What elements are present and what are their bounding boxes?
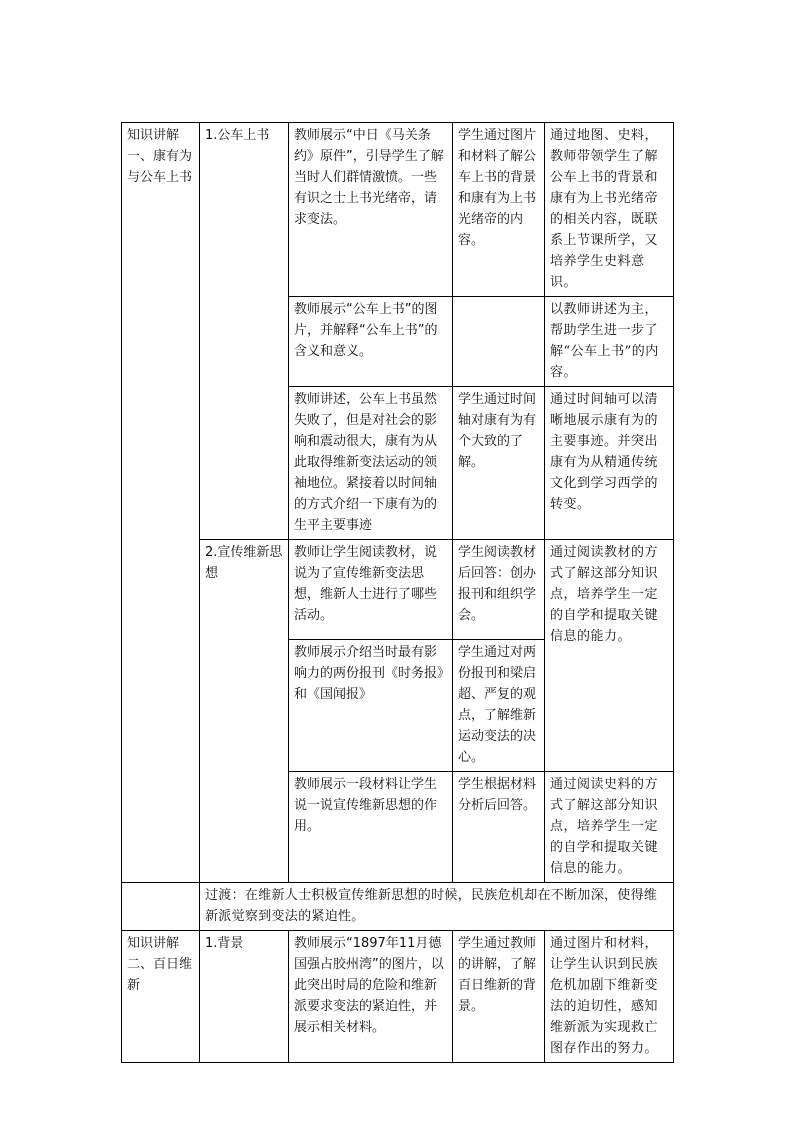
subtopic-cell: 1.公车上书: [200, 123, 289, 540]
lesson-plan-table: [121, 122, 674, 1063]
student-activity-cell: 学生通过时间轴对康有为有个大致的了解。: [453, 387, 545, 540]
table-row: [122, 123, 674, 297]
empty-topic-cell: [122, 883, 200, 931]
teacher-activity-cell: 教师展示介绍当时最有影响力的两份报刊《时务报》和《国闻报》: [289, 640, 453, 772]
teacher-activity-cell: 教师展示“中日《马关条约》原件”，引导学生了解当时人们群情激愤。一些有识之士上书光绪帝，请求变法。: [289, 123, 453, 297]
design-intent-cell: 通过阅读教材的方式了解这部分知识点，培养学生一定的自学和提取关键信息的能力。: [545, 540, 674, 772]
student-activity-cell: 学生阅读教材后回答：创办报刊和组织学会。: [453, 540, 545, 640]
design-intent-cell: 通过地图、史料，教师带领学生了解公车上书的背景和康有为上书光绪帝的相关内容，既联系上节课所学，又培养学生史料意识。: [545, 123, 674, 297]
table-row: [122, 931, 674, 1063]
topic-cell: 知识讲解二、百日维新: [122, 931, 200, 1063]
student-activity-cell: 学生通过对两份报刊和梁启超、严复的观点，了解维新运动变法的决心。: [453, 640, 545, 772]
teacher-activity-cell: 教师展示一段材料让学生说一说宣传维新思想的作用。: [289, 772, 453, 883]
teacher-activity-cell: 教师讲述，公车上书虽然失败了，但是对社会的影响和震动很大，康有为从此取得维新变法运动的领袖地位。紧接着以时间轴的方式介绍一下康有为的生平主要事迹: [289, 387, 453, 540]
student-activity-cell: [453, 297, 545, 387]
teacher-activity-cell: 教师让学生阅读教材，说说为了宣传维新变法思想，维新人士进行了哪些活动。: [289, 540, 453, 640]
design-intent-cell: 以教师讲述为主，帮助学生进一步了解“公车上书”的内容。: [545, 297, 674, 387]
design-intent-cell: 通过时间轴可以清晰地展示康有为的主要事迹。并突出康有为从精通传统文化到学习西学的转变。: [545, 387, 674, 540]
student-activity-cell: 学生通过教师的讲解，了解百日维新的背景。: [453, 931, 545, 1063]
design-intent-cell: 通过阅读史料的方式了解这部分知识点，培养学生一定的自学和提取关键信息的能力。: [545, 772, 674, 883]
subtopic-cell: 1.背景: [200, 931, 289, 1063]
table-row: [122, 540, 674, 640]
transition-cell: 过渡：在维新人士积极宣传维新思想的时候，民族危机却在不断加深，使得维新派觉察到变法的紧迫性。: [200, 883, 674, 931]
teacher-activity-cell: 教师展示“1897年11月德国强占胶州湾”的图片，以此突出时局的危险和维新派要求变法的紧迫性，并展示相关材料。: [289, 931, 453, 1063]
student-activity-cell: 学生通过图片和材料了解公车上书的背景和康有为上书光绪帝的内容。: [453, 123, 545, 297]
subtopic-cell: 2.宣传维新思想: [200, 540, 289, 883]
design-intent-cell: 通过图片和材料，让学生认识到民族危机加剧下维新变法的迫切性，感知维新派为实现救亡图存作出的努力。: [545, 931, 674, 1063]
student-activity-cell: 学生根据材料分析后回答。: [453, 772, 545, 883]
teacher-activity-cell: 教师展示“公车上书”的图片，并解释“公车上书”的含义和意义。: [289, 297, 453, 387]
table-row: [122, 883, 674, 931]
topic-cell: 知识讲解一、康有为与公车上书: [122, 123, 200, 883]
